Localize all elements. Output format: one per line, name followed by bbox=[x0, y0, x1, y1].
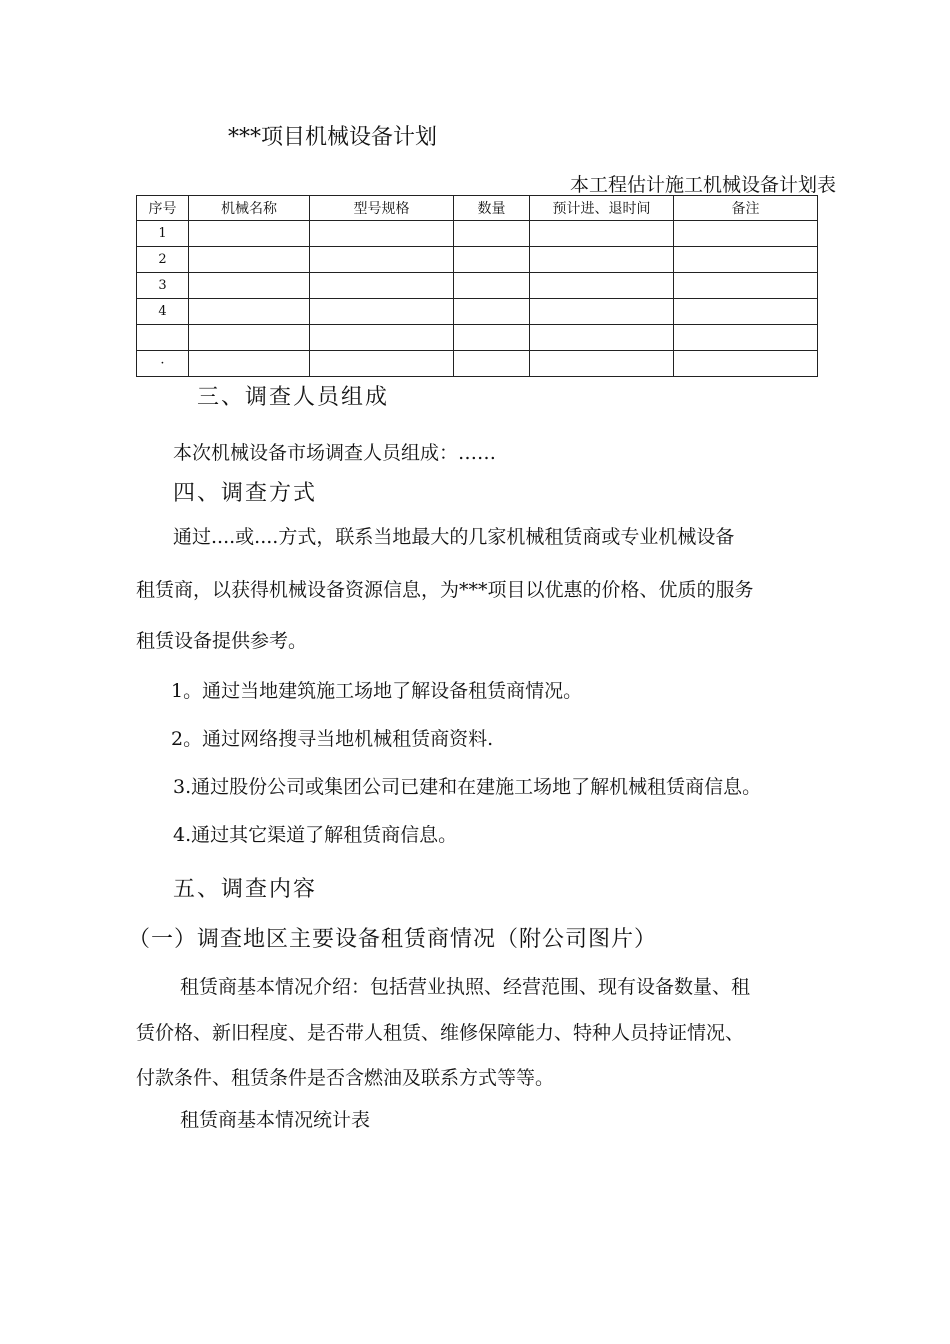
table-cell bbox=[674, 351, 818, 377]
table-cell: 3 bbox=[137, 273, 189, 299]
list-item: 1。通过当地建筑施工场地了解设备租赁商情况。 bbox=[171, 680, 583, 702]
table-cell bbox=[189, 273, 310, 299]
equipment-plan-table bbox=[136, 195, 818, 377]
col-header: 数量 bbox=[454, 196, 530, 221]
table-cell bbox=[530, 221, 674, 247]
table-cell bbox=[310, 221, 454, 247]
table-row bbox=[137, 351, 818, 377]
table-cell bbox=[454, 273, 530, 299]
section-heading-5: 五、调查内容 bbox=[173, 877, 318, 902]
table-cell: 4 bbox=[137, 299, 189, 325]
table-cell bbox=[454, 221, 530, 247]
table-header-row bbox=[137, 196, 818, 221]
table-cell bbox=[189, 247, 310, 273]
table-cell: · bbox=[137, 351, 189, 377]
table-cell bbox=[530, 299, 674, 325]
table-cell bbox=[530, 273, 674, 299]
section-5-paragraph-line: 赁价格、新旧程度、是否带人租赁、维修保障能力、特种人员持证情况、 bbox=[136, 1022, 745, 1044]
table-cell bbox=[454, 351, 530, 377]
col-header: 型号规格 bbox=[310, 196, 454, 221]
table-cell bbox=[454, 299, 530, 325]
section-4-paragraph-line: 租赁设备提供参考。 bbox=[136, 630, 308, 652]
table-cell bbox=[189, 221, 310, 247]
table-cell bbox=[454, 247, 530, 273]
table-cell bbox=[137, 325, 189, 351]
table-caption: 本工程估计施工机械设备计划表 bbox=[569, 174, 836, 196]
table-cell bbox=[310, 273, 454, 299]
list-item: 4.通过其它渠道了解租赁商信息。 bbox=[173, 824, 458, 846]
table-cell bbox=[310, 299, 454, 325]
section-5-paragraph-line: 租赁商基本情况介绍：包括营业执照、经营范围、现有设备数量、租 bbox=[180, 976, 751, 998]
table-cell bbox=[189, 325, 310, 351]
table-row bbox=[137, 299, 818, 325]
table-cell bbox=[674, 247, 818, 273]
section-heading-4: 四、调查方式 bbox=[173, 481, 318, 506]
section-3-text: 本次机械设备市场调查人员组成：…… bbox=[173, 442, 497, 464]
table-cell bbox=[189, 299, 310, 325]
table-row bbox=[137, 221, 818, 247]
table-cell bbox=[674, 273, 818, 299]
table-cell bbox=[310, 351, 454, 377]
col-header: 机械名称 bbox=[189, 196, 310, 221]
section-4-paragraph-line: 租赁商，以获得机械设备资源信息，为***项目以优惠的价格、优质的服务 bbox=[136, 579, 754, 601]
table-cell bbox=[674, 299, 818, 325]
table-cell bbox=[674, 325, 818, 351]
list-item: 2。通过网络搜寻当地机械租赁商资料. bbox=[171, 728, 494, 750]
table-cell: 1 bbox=[137, 221, 189, 247]
col-header: 预计进、退时间 bbox=[530, 196, 674, 221]
table-row bbox=[137, 273, 818, 299]
table-cell bbox=[310, 247, 454, 273]
table-cell bbox=[530, 247, 674, 273]
table-cell bbox=[674, 221, 818, 247]
table-cell bbox=[530, 325, 674, 351]
table-row bbox=[137, 247, 818, 273]
table-cell bbox=[189, 351, 310, 377]
table-cell: 2 bbox=[137, 247, 189, 273]
col-header: 备注 bbox=[674, 196, 818, 221]
subsection-heading: （一）调查地区主要设备租赁商情况（附公司图片） bbox=[128, 927, 658, 952]
document-title: ***项目机械设备计划 bbox=[228, 125, 438, 150]
list-item: 3.通过股份公司或集团公司已建和在建施工场地了解机械租赁商信息。 bbox=[173, 776, 762, 798]
table-row bbox=[137, 325, 818, 351]
section-5-paragraph-line: 付款条件、租赁条件是否含燃油及联系方式等等。 bbox=[136, 1067, 555, 1089]
table-cell bbox=[310, 325, 454, 351]
section-heading-3: 三、调查人员组成 bbox=[197, 385, 390, 410]
statistics-table-title: 租赁商基本情况统计表 bbox=[180, 1109, 371, 1131]
table-cell bbox=[454, 325, 530, 351]
section-4-paragraph-line: 通过....或....方式，联系当地最大的几家机械租赁商或专业机械设备 bbox=[173, 526, 735, 548]
col-header: 序号 bbox=[137, 196, 189, 221]
table-cell bbox=[530, 351, 674, 377]
